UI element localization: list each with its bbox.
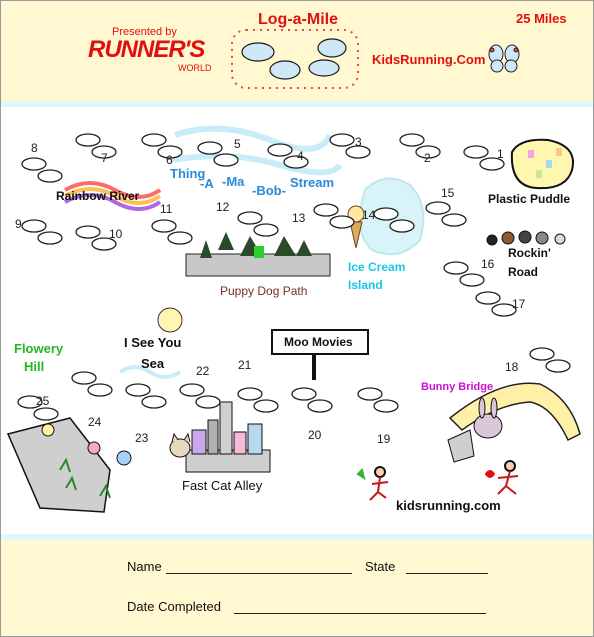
mile-number: 10 <box>109 227 123 241</box>
footprint-left <box>426 202 450 214</box>
mile-number: 13 <box>292 211 306 225</box>
moo-movies-label: Moo Movies <box>284 335 353 349</box>
footprint-icon <box>356 382 402 416</box>
footprint-icon <box>178 378 224 412</box>
stream-label-4: -Bob- <box>252 183 286 198</box>
footprint-icon <box>236 382 282 416</box>
footprint-right <box>442 214 466 226</box>
cat-icon <box>170 434 190 457</box>
mile-number: 2 <box>424 151 431 165</box>
footprint-icon <box>236 206 282 240</box>
footprint-left <box>142 134 166 146</box>
mile-number: 4 <box>297 149 304 163</box>
footprint-left <box>400 134 424 146</box>
footprint-icon <box>424 196 470 230</box>
mile-number: 1 <box>497 147 504 161</box>
mile-number: 21 <box>238 358 252 372</box>
footprint-left <box>476 292 500 304</box>
mile-number: 3 <box>355 135 362 149</box>
footprint-right <box>214 154 238 166</box>
footprint-left <box>358 388 382 400</box>
rainbow-river-label: Rainbow River <box>56 189 140 203</box>
flowery-hill-label-1: Flowery <box>14 341 64 356</box>
footprint-right <box>254 224 278 236</box>
mile-number: 11 <box>160 202 173 216</box>
plastic-puddle-label: Plastic Puddle <box>488 192 571 206</box>
footprint-icon <box>398 128 444 162</box>
footprint-left <box>126 384 150 396</box>
footprint-icon <box>20 152 66 186</box>
footprint-icon <box>266 138 312 172</box>
footprint-left <box>198 142 222 154</box>
plastic-puddle-shape <box>512 140 573 188</box>
footprint-left <box>238 212 262 224</box>
i-see-you-sea-label-2: Sea <box>141 356 165 371</box>
rockin-road-label-1: Rockin' <box>508 246 551 260</box>
mile-number: 24 <box>88 415 102 429</box>
runners-world-logo: RUNNER'S <box>88 36 205 63</box>
mile-number: 20 <box>308 428 322 442</box>
footprint-left <box>268 144 292 156</box>
flowery-hill-label-2: Hill <box>24 359 45 374</box>
runner-girl-icon <box>358 467 388 500</box>
header-footprints-icon <box>242 39 346 79</box>
fast-cat-alley-label: Fast Cat Alley <box>182 478 263 493</box>
footprint-right <box>168 232 192 244</box>
state-label: State <box>365 559 396 574</box>
mile-number: 8 <box>31 141 38 155</box>
footprint-left <box>238 388 262 400</box>
mile-number: 6 <box>166 153 173 167</box>
name-field[interactable] <box>166 573 352 574</box>
miles-goal: 25 Miles <box>516 11 567 26</box>
footprint-icon <box>20 214 66 248</box>
mile-number: 12 <box>216 200 230 214</box>
sun-icon <box>158 308 182 332</box>
date-completed-field[interactable] <box>234 613 486 614</box>
footprint-right <box>88 384 112 396</box>
mile-number: 9 <box>15 217 22 231</box>
footprint-icon <box>150 214 196 248</box>
footprint-right <box>38 170 62 182</box>
footprint-icon <box>70 366 116 400</box>
footprint-left <box>76 134 100 146</box>
footprint-icon <box>528 342 574 376</box>
footprint-icon <box>124 378 170 412</box>
kidsrunning-label: kidsrunning.com <box>396 498 501 513</box>
sign-post <box>312 354 316 380</box>
footprint-right <box>34 408 58 420</box>
mile-number: 25 <box>36 394 50 408</box>
puppy-dog-path-label: Puppy Dog Path <box>220 284 308 298</box>
footprint-left <box>314 204 338 216</box>
ice-cream-label-1: Ice Cream <box>348 260 406 274</box>
state-field[interactable] <box>406 573 488 574</box>
runners-world-logo-sub: WORLD <box>178 63 212 73</box>
footprint-right <box>546 360 570 372</box>
footprint-left <box>464 146 488 158</box>
mile-number: 19 <box>377 432 391 446</box>
mile-number: 18 <box>505 360 519 374</box>
footprint-left <box>374 208 398 220</box>
ice-cream-label-2: Island <box>348 278 383 292</box>
mile-number: 7 <box>101 151 108 165</box>
footprint-left <box>22 220 46 232</box>
footprint-right <box>460 274 484 286</box>
footprint-icon <box>74 128 120 162</box>
footprint-right <box>308 400 332 412</box>
bridge-left-rock <box>448 430 474 462</box>
mile-number: 16 <box>481 257 495 271</box>
footprint-left <box>22 158 46 170</box>
stream-label-3: -Ma <box>222 174 245 189</box>
footprint-left <box>292 388 316 400</box>
footprint-right <box>390 220 414 232</box>
rockin-road-label-2: Road <box>508 265 538 279</box>
footprint-left <box>72 372 96 384</box>
rock-stones-icon <box>487 231 565 245</box>
flowery-hill-scene <box>8 418 131 512</box>
butterfly-icon <box>489 45 519 72</box>
stream-label-1: Thing <box>170 166 206 181</box>
bunny-bridge-label: Bunny Bridge <box>421 381 494 393</box>
footprint-icon <box>372 202 418 236</box>
footprint-icon <box>140 128 186 162</box>
footprint-left <box>330 134 354 146</box>
footprint-right <box>330 216 354 228</box>
footprint-left <box>530 348 554 360</box>
footprint-right <box>284 156 308 168</box>
mile-number: 23 <box>135 431 149 445</box>
site-name: KidsRunning.Com <box>372 52 486 67</box>
footprint-left <box>444 262 468 274</box>
i-see-you-sea-label-1: I See You <box>124 335 182 350</box>
mile-number: 22 <box>196 364 210 378</box>
date-completed-label: Date Completed <box>127 599 221 614</box>
footprint-icon <box>328 128 374 162</box>
mile-number: 15 <box>441 186 455 200</box>
footprint-right <box>254 400 278 412</box>
mile-number: 14 <box>362 208 376 222</box>
mile-number: 5 <box>234 137 241 151</box>
footprint-right <box>196 396 220 408</box>
runner-boy-icon <box>486 461 518 494</box>
footprint-icon <box>290 382 336 416</box>
footprint-right <box>142 396 166 408</box>
stream-label-2: -A <box>200 176 214 191</box>
footprint-icon <box>312 198 358 232</box>
footprint-left <box>180 384 204 396</box>
mile-number: 17 <box>512 297 526 311</box>
footprint-right <box>38 232 62 244</box>
presented-by: Presented by <box>112 26 177 38</box>
footprint-right <box>374 400 398 412</box>
stream-label-5: Stream <box>290 175 335 190</box>
footprint-left <box>76 226 100 238</box>
page-title: Log-a-Mile <box>258 11 338 28</box>
footprint-left <box>152 220 176 232</box>
name-label: Name <box>127 559 162 574</box>
